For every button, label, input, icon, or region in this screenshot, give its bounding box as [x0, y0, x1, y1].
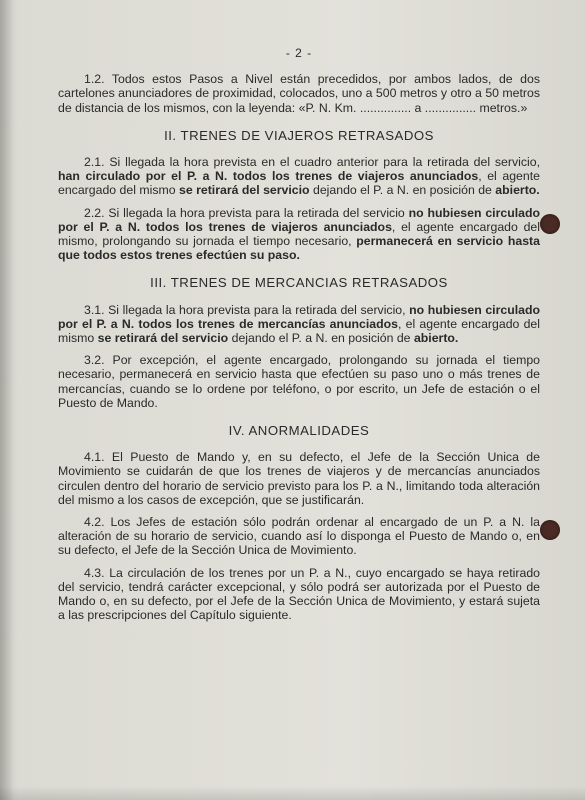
text-run: dejando el P. a N. en posición de [309, 183, 496, 198]
paragraph-4-1: 4.1. El Puesto de Mando y, en su defecto, el Jefe de la Sección Unica de Movimiento se cuidarán de que los trenes de viajeros y de mercancías anunciados circulen dentro del horario de servicio previsto para los P. a N., limitando toda alteración del mismo a los casos de excepción, que se justificarán. [58, 450, 540, 507]
paragraph-2-2 [58, 206, 540, 263]
bold-run: se retirará del servicio [178, 183, 310, 198]
paragraph-3-1 [58, 303, 540, 346]
text-run: 3.1. Si llegada la hora prevista para la retirada del servicio, [84, 302, 410, 317]
bold-run: abierto. [413, 331, 459, 346]
text-run: , el agente encargado del mismo [58, 316, 541, 346]
paragraph-1-2: 1.2. Todos estos Pasos a Nivel están precedidos, por ambos lados, de dos cartelones anunciadores de proximidad, colocados, uno a 500 metros y otro a 50 metros de distancia de los mismos, con la leyenda: «P. N. Km. ............... a ............... metros.» [58, 72, 540, 115]
page-bottom-shadow [0, 786, 585, 800]
text-run: , el agente encargado del mismo [58, 169, 540, 198]
paragraph-2-1 [58, 155, 540, 198]
section-heading-ii: II. TRENES DE VIAJEROS RETRASADOS [164, 127, 434, 143]
section-heading-iv: IV. ANORMALIDADES [228, 423, 370, 439]
bold-run: han circulado por el P. a N. todos los trenes de viajeros anunciados [58, 169, 479, 184]
document-body [58, 46, 540, 631]
text-run: dejando el P. a N. en posición de [228, 331, 414, 346]
punch-hole-icon [540, 214, 560, 234]
bold-run: abierto. [495, 183, 540, 198]
paragraph-4-2: 4.2. Los Jefes de estación sólo podrán ordenar al encargado de un P. a N. la alteración de su horario de servicio, cuando así lo disponga el Puesto de Mando o, en su defecto, el Jefe de la Sección Unica de Movimiento. [58, 515, 540, 558]
page-edge-shadow [0, 0, 14, 800]
text-run: , el agente encargado del mismo, prolongando su jornada el tiempo necesario, [58, 219, 540, 249]
section-heading-iii: III. TRENES DE MERCANCIAS RETRASADOS [150, 275, 448, 291]
bold-run: permanecerá en servicio hasta que todos estos trenes efectúen su paso. [58, 234, 540, 263]
bold-run: se retirará del servicio [97, 331, 229, 346]
paragraph-4-3: 4.3. La circulación de los trenes por un P. a N., cuyo encargado se haya retirado del servicio, tendrá carácter excepcional, y sólo podrá ser autorizada por el Puesto de Mando o, en su defecto, por el Jefe de la Sección Unica de Movimiento, y estará sujeta a las prescripciones del Capítulo siguiente. [58, 565, 540, 623]
page-number: - 2 - [285, 46, 313, 60]
paragraph-3-2: 3.2. Por excepción, el agente encargado, prolongando su jornada el tiempo necesario, permanecerá en servicio hasta que efectúen su paso uno o más trenes de mercancías, cuando se lo ordene por teléfono, o por escrito, un Jefe de estación o el Puesto de Mando. [58, 353, 540, 410]
bold-run: no hubiesen circulado por el P. a N. todos los trenes de viajeros anunciados [58, 205, 540, 234]
text-run: 2.2. Si llegada la hora prevista para la retirada del servicio [84, 205, 409, 220]
bold-run: no hubiesen circulado por el P. a N. todos los trenes de mercancías anunciados [58, 302, 540, 331]
punch-hole-icon [540, 520, 560, 540]
text-run: 2.1. Si llegada la hora prevista en el cuadro anterior para la retirada del servicio, [84, 155, 540, 170]
